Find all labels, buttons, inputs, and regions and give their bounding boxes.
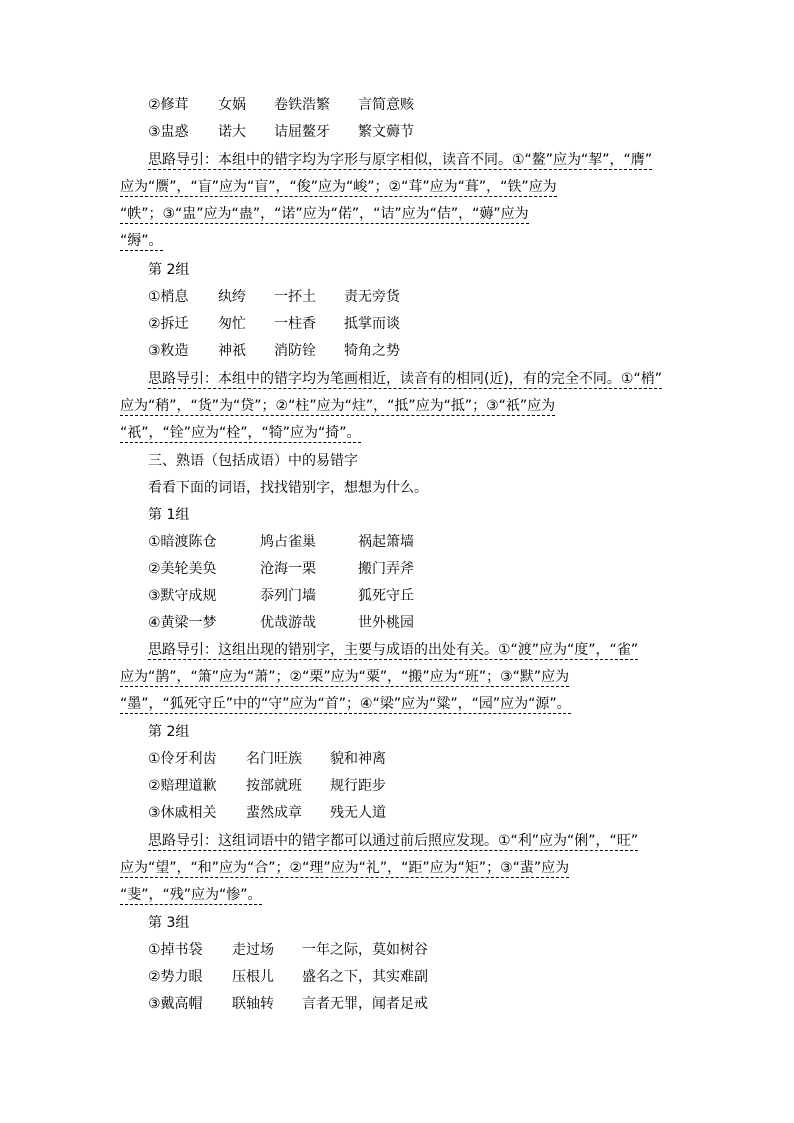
guide-paragraph (120, 638, 680, 719)
word: 世外桃园 (358, 615, 414, 631)
word-row (148, 965, 428, 989)
row-number: ②赔理道歉 (148, 778, 217, 794)
word-row (148, 120, 414, 144)
word: 搬门弄斧 (358, 561, 414, 577)
row-number: ③敉造 (148, 343, 189, 359)
group-title: 第 3组 (148, 915, 190, 931)
guide-line: 应为“稍”，“货”为“贷”；②“柱”应为“炷”，“抵”应为“抵”；③“祇”应为 (120, 398, 556, 414)
guide-line: 应为“赝”，“盲”应为“盲”，“俊”应为“峻”；②“茸”应为“葺”，“铁”应为 (120, 179, 557, 195)
row-number: ①掉书袋 (148, 942, 203, 958)
guide-line: “缛”。 (120, 233, 163, 249)
row-number: ②美轮美奂 (148, 561, 217, 577)
guide-paragraph (120, 367, 680, 448)
word-row (148, 992, 428, 1016)
word: 狐死守丘 (358, 588, 414, 604)
row-number: ②修茸 (148, 97, 189, 113)
word: 优哉游哉 (260, 615, 316, 631)
word-row (148, 93, 414, 117)
guide-paragraph (120, 829, 680, 910)
guide-line: “祇”，“铨”应为“栓”，“犄”应为“掎”。 (120, 425, 361, 441)
word: 消防铨 (274, 343, 316, 359)
word: 抵掌而谈 (344, 316, 400, 332)
word-row (148, 339, 400, 363)
word-row (148, 774, 386, 798)
word: 忝列门墙 (260, 588, 316, 604)
word: 诺大 (218, 124, 246, 140)
guide-line: “帙”；③“盅”应为“蛊”，“诺”应为“偌”，“诘”应为“佶”，“薅”应为 (120, 206, 529, 222)
section-intro: 看看下面的词语，找找错别字，想想为什么。 (148, 480, 428, 496)
word: 言简意赅 (358, 97, 414, 113)
word: 走过场 (232, 942, 274, 958)
guide-line: 思路导引：这组词语中的错字都可以通过前后照应发现。①“利”应为“俐”，“旺” (148, 833, 639, 849)
word: 匆忙 (218, 316, 246, 332)
word: 沧海一栗 (260, 561, 316, 577)
group-title: 第 1组 (148, 507, 190, 523)
word: 盛名之下，其实难副 (302, 969, 428, 985)
guide-line: 应为“鹊”，“箫”应为“萧”；②“栗”应为“粟”，“搬”应为“班”；③“默”应为 (120, 669, 570, 685)
word: 按部就班 (246, 778, 302, 794)
word-row (148, 557, 414, 581)
guide-line: 应为“望”，“和”应为“合”；②“理”应为“礼”，“距”应为“矩”；③“蜚”应为 (120, 860, 570, 876)
row-number: ③戴高帽 (148, 996, 203, 1012)
word: 一抔土 (274, 289, 316, 305)
word: 繁文薅节 (358, 124, 414, 140)
word: 鸠占雀巢 (260, 534, 316, 550)
word: 纨绔 (218, 289, 246, 305)
word: 卷铁浩繁 (274, 97, 330, 113)
word: 名门旺族 (246, 751, 302, 767)
guide-line: 思路导引：本组中的错字均为字形与原字相似，读音不同。①“鳌”应为“挈”，“膺” (148, 152, 653, 168)
word-row (148, 530, 414, 554)
word: 言者无罪，闻者足戒 (302, 996, 428, 1012)
group-title: 第 2组 (148, 724, 190, 740)
guide-paragraph (120, 148, 680, 256)
word: 祸起箫墙 (358, 534, 414, 550)
group-title: 第 2组 (148, 262, 190, 278)
word: 责无旁货 (344, 289, 400, 305)
guide-line: “斐”，“残”应为“惨”。 (120, 887, 262, 903)
word: 一柱香 (274, 316, 316, 332)
word-row (148, 312, 400, 336)
word: 诘屈鳌牙 (274, 124, 330, 140)
word: 联轴转 (232, 996, 274, 1012)
row-number: ①暗渡陈仓 (148, 534, 217, 550)
word: 残无人道 (330, 805, 386, 821)
guide-line: “墨”，“狐死守丘”中的“守”应为“首”；④“梁”应为“粱”，“园”应为“源”。 (120, 696, 571, 712)
word: 神祇 (218, 343, 246, 359)
word-row (148, 285, 400, 309)
word-row (148, 611, 414, 635)
word-row (148, 938, 428, 962)
row-number: ③盅惑 (148, 124, 189, 140)
row-number: ③默守成规 (148, 588, 217, 604)
row-number: ③休戚相关 (148, 805, 217, 821)
row-number: ①伶牙利齿 (148, 751, 217, 767)
row-number: ②拆迁 (148, 316, 189, 332)
word-row (148, 801, 386, 825)
word: 压根儿 (232, 969, 274, 985)
row-number: ①梢息 (148, 289, 189, 305)
row-number: ②势力眼 (148, 969, 203, 985)
word: 规行距步 (330, 778, 386, 794)
word-row (148, 747, 386, 771)
word: 貌和神离 (330, 751, 386, 767)
word: 一年之际，莫如树谷 (302, 942, 428, 958)
guide-line: 思路导引：本组中的错字均为笔画相近，读音有的相同(近)，有的完全不同。①“梢” (148, 371, 662, 387)
word: 犄角之势 (344, 343, 400, 359)
word: 女娲 (218, 97, 246, 113)
word-row (148, 584, 414, 608)
guide-line: 思路导引：这组出现的错别字，主要与成语的出处有关。①“渡”应为“度”，“雀” (148, 642, 639, 658)
row-number: ④黄梁一梦 (148, 615, 217, 631)
section-heading: 三、熟语（包括成语）中的易错字 (148, 453, 358, 469)
word: 蜚然成章 (246, 805, 302, 821)
